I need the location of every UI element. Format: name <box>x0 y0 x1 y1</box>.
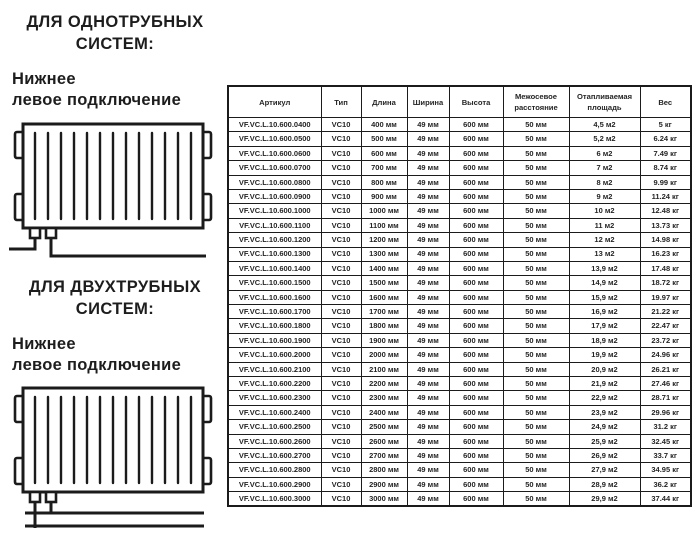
table-cell: VC10 <box>321 247 361 261</box>
table-cell: 21,9 м2 <box>569 377 640 391</box>
table-cell: 49 мм <box>407 233 449 247</box>
table-cell: 2200 мм <box>361 377 407 391</box>
table-cell: 50 мм <box>503 348 569 362</box>
table-cell: 5,2 м2 <box>569 132 640 146</box>
table-cell: 13,9 м2 <box>569 261 640 275</box>
table-header-cell: Высота <box>449 86 503 118</box>
table-cell: 50 мм <box>503 477 569 491</box>
table-cell: 800 мм <box>361 175 407 189</box>
table-cell: VC10 <box>321 146 361 160</box>
table-cell: 600 мм <box>449 261 503 275</box>
table-cell: VC10 <box>321 434 361 448</box>
table-cell: 49 мм <box>407 492 449 506</box>
table-cell: 12 м2 <box>569 233 640 247</box>
table-cell: 28,9 м2 <box>569 477 640 491</box>
table-cell: VF.VC.L.10.600.0900 <box>228 189 321 203</box>
table-cell: 50 мм <box>503 218 569 232</box>
table-cell: 50 мм <box>503 189 569 203</box>
table-cell: 28.71 кг <box>640 391 691 405</box>
table-cell: VC10 <box>321 405 361 419</box>
table-header-cell: Тип <box>321 86 361 118</box>
table-cell: 600 мм <box>449 305 503 319</box>
table-cell: 600 мм <box>449 405 503 419</box>
table-cell: 49 мм <box>407 391 449 405</box>
table-cell: VF.VC.L.10.600.1500 <box>228 276 321 290</box>
table-cell: VC10 <box>321 132 361 146</box>
table-cell: 600 мм <box>449 362 503 376</box>
section-single-pipe <box>8 12 222 264</box>
table-cell: VC10 <box>321 348 361 362</box>
table-cell: 600 мм <box>449 348 503 362</box>
table-cell: 50 мм <box>503 463 569 477</box>
section-subtitle-line1: Нижнее <box>12 334 76 353</box>
table-cell: 50 мм <box>503 448 569 462</box>
table-cell: VF.VC.L.10.600.0700 <box>228 161 321 175</box>
spec-table-body <box>228 118 691 507</box>
table-cell: 36.2 кг <box>640 477 691 491</box>
table-cell: 17.48 кг <box>640 261 691 275</box>
table-cell: VC10 <box>321 477 361 491</box>
table-cell: VF.VC.L.10.600.1400 <box>228 261 321 275</box>
table-cell: VC10 <box>321 189 361 203</box>
table-cell: 2800 мм <box>361 463 407 477</box>
table-cell: VC10 <box>321 319 361 333</box>
table-row <box>228 348 691 362</box>
table-cell: 22,9 м2 <box>569 391 640 405</box>
table-cell: VC10 <box>321 420 361 434</box>
table-row <box>228 233 691 247</box>
spec-table <box>227 85 692 507</box>
table-cell: 49 мм <box>407 305 449 319</box>
table-cell: VF.VC.L.10.600.2200 <box>228 377 321 391</box>
table-cell: 900 мм <box>361 189 407 203</box>
table-cell: 50 мм <box>503 290 569 304</box>
table-cell: 9.99 кг <box>640 175 691 189</box>
table-cell: 49 мм <box>407 362 449 376</box>
table-cell: 50 мм <box>503 175 569 189</box>
table-cell: 600 мм <box>449 132 503 146</box>
table-cell: VC10 <box>321 261 361 275</box>
section-title-line1: ДЛЯ ОДНОТРУБНЫХ <box>26 13 204 31</box>
table-cell: 50 мм <box>503 377 569 391</box>
section-two-pipe <box>8 277 222 537</box>
table-header-cell: Межосевое расстояние <box>503 86 569 118</box>
table-cell: VF.VC.L.10.600.2800 <box>228 463 321 477</box>
table-cell: 49 мм <box>407 420 449 434</box>
table-cell: 13 м2 <box>569 247 640 261</box>
table-cell: 600 мм <box>449 276 503 290</box>
table-cell: 49 мм <box>407 204 449 218</box>
table-cell: VC10 <box>321 218 361 232</box>
table-cell: 49 мм <box>407 319 449 333</box>
table-cell: 49 мм <box>407 377 449 391</box>
table-cell: 1800 мм <box>361 319 407 333</box>
table-cell: 11.24 кг <box>640 189 691 203</box>
table-row <box>228 391 691 405</box>
table-cell: VF.VC.L.10.600.0600 <box>228 146 321 160</box>
table-cell: VF.VC.L.10.600.1700 <box>228 305 321 319</box>
table-cell: VF.VC.L.10.600.3000 <box>228 492 321 506</box>
table-cell: VF.VC.L.10.600.2000 <box>228 348 321 362</box>
table-cell: 600 мм <box>449 161 503 175</box>
table-cell: 23,9 м2 <box>569 405 640 419</box>
section-title-line2: СИСТЕМ: <box>75 34 155 53</box>
table-cell: 29,9 м2 <box>569 492 640 506</box>
table-cell: VF.VC.L.10.600.2600 <box>228 434 321 448</box>
table-cell: VF.VC.L.10.600.1600 <box>228 290 321 304</box>
table-cell: VC10 <box>321 492 361 506</box>
table-cell: 24,9 м2 <box>569 420 640 434</box>
table-cell: 2600 мм <box>361 434 407 448</box>
table-cell: 1400 мм <box>361 261 407 275</box>
table-cell: 8.74 кг <box>640 161 691 175</box>
table-cell: 26.21 кг <box>640 362 691 376</box>
table-cell: VC10 <box>321 333 361 347</box>
table-row <box>228 477 691 491</box>
table-row <box>228 492 691 506</box>
table-cell: 19,9 м2 <box>569 348 640 362</box>
table-cell: 50 мм <box>503 247 569 261</box>
section-title <box>8 12 222 56</box>
table-cell: 49 мм <box>407 175 449 189</box>
table-cell: 19.97 кг <box>640 290 691 304</box>
table-cell: 27,9 м2 <box>569 463 640 477</box>
table-cell: 600 мм <box>449 118 503 132</box>
table-cell: 1200 мм <box>361 233 407 247</box>
table-row <box>228 434 691 448</box>
section-subtitle <box>8 69 222 112</box>
section-title <box>8 277 222 321</box>
table-cell: VF.VC.L.10.600.0500 <box>228 132 321 146</box>
table-cell: 49 мм <box>407 247 449 261</box>
table-cell: VC10 <box>321 448 361 462</box>
table-cell: 50 мм <box>503 161 569 175</box>
section-subtitle <box>8 334 222 377</box>
table-cell: VF.VC.L.10.600.1200 <box>228 233 321 247</box>
table-cell: 49 мм <box>407 290 449 304</box>
table-cell: 16.23 кг <box>640 247 691 261</box>
table-cell: 5 кг <box>640 118 691 132</box>
table-cell: 600 мм <box>449 434 503 448</box>
table-cell: 9 м2 <box>569 189 640 203</box>
table-cell: 600 мм <box>449 492 503 506</box>
table-cell: 16,9 м2 <box>569 305 640 319</box>
table-cell: 50 мм <box>503 233 569 247</box>
table-cell: 23.72 кг <box>640 333 691 347</box>
table-cell: VF.VC.L.10.600.2900 <box>228 477 321 491</box>
table-cell: 1700 мм <box>361 305 407 319</box>
table-cell: 600 мм <box>449 391 503 405</box>
table-cell: 600 мм <box>449 233 503 247</box>
table-cell: 49 мм <box>407 218 449 232</box>
table-cell: VF.VC.L.10.600.2300 <box>228 391 321 405</box>
table-cell: 21.22 кг <box>640 305 691 319</box>
table-cell: 2000 мм <box>361 348 407 362</box>
table-row <box>228 448 691 462</box>
table-cell: 14,9 м2 <box>569 276 640 290</box>
table-cell: VC10 <box>321 175 361 189</box>
table-row <box>228 377 691 391</box>
table-cell: VF.VC.L.10.600.1800 <box>228 319 321 333</box>
table-cell: 20,9 м2 <box>569 362 640 376</box>
table-row <box>228 118 691 132</box>
table-cell: 49 мм <box>407 477 449 491</box>
table-cell: 50 мм <box>503 261 569 275</box>
table-cell: 600 мм <box>449 448 503 462</box>
table-cell: 34.95 кг <box>640 463 691 477</box>
table-cell: 600 мм <box>449 218 503 232</box>
table-cell: 1500 мм <box>361 276 407 290</box>
table-header-row <box>228 86 691 118</box>
section-subtitle-line2: левое подключение <box>12 356 182 375</box>
table-row <box>228 405 691 419</box>
table-cell: VF.VC.L.10.600.2500 <box>228 420 321 434</box>
table-row <box>228 290 691 304</box>
table-cell: 49 мм <box>407 333 449 347</box>
table-cell: 2300 мм <box>361 391 407 405</box>
table-cell: 600 мм <box>449 477 503 491</box>
table-cell: 400 мм <box>361 118 407 132</box>
table-row <box>228 319 691 333</box>
table-header-cell: Длина <box>361 86 407 118</box>
table-cell: 49 мм <box>407 434 449 448</box>
table-cell: VC10 <box>321 377 361 391</box>
table-cell: 18.72 кг <box>640 276 691 290</box>
table-cell: 18,9 м2 <box>569 333 640 347</box>
table-cell: 1100 мм <box>361 218 407 232</box>
table-cell: 12.48 кг <box>640 204 691 218</box>
table-cell: VC10 <box>321 204 361 218</box>
table-cell: 600 мм <box>449 290 503 304</box>
table-cell: VF.VC.L.10.600.1300 <box>228 247 321 261</box>
table-cell: 600 мм <box>449 420 503 434</box>
table-cell: 600 мм <box>449 333 503 347</box>
table-cell: 50 мм <box>503 434 569 448</box>
table-cell: VF.VC.L.10.600.1000 <box>228 204 321 218</box>
table-cell: 1900 мм <box>361 333 407 347</box>
table-cell: VC10 <box>321 290 361 304</box>
radiator-diagram-single-pipe <box>8 116 222 264</box>
table-cell: 600 мм <box>449 189 503 203</box>
table-cell: VC10 <box>321 305 361 319</box>
table-cell: 17,9 м2 <box>569 319 640 333</box>
table-cell: 1000 мм <box>361 204 407 218</box>
table-cell: 500 мм <box>361 132 407 146</box>
table-cell: VF.VC.L.10.600.0800 <box>228 175 321 189</box>
table-cell: 7 м2 <box>569 161 640 175</box>
table-cell: VC10 <box>321 118 361 132</box>
table-cell: VC10 <box>321 233 361 247</box>
table-cell: 49 мм <box>407 146 449 160</box>
table-row <box>228 161 691 175</box>
table-cell: 27.46 кг <box>640 377 691 391</box>
table-cell: 10 м2 <box>569 204 640 218</box>
table-cell: 49 мм <box>407 348 449 362</box>
table-cell: 50 мм <box>503 305 569 319</box>
table-cell: VF.VC.L.10.600.2700 <box>228 448 321 462</box>
table-cell: 600 мм <box>449 247 503 261</box>
table-cell: 7.49 кг <box>640 146 691 160</box>
left-panel <box>8 12 222 538</box>
table-cell: 49 мм <box>407 261 449 275</box>
table-cell: VC10 <box>321 161 361 175</box>
table-cell: 50 мм <box>503 146 569 160</box>
table-cell: 600 мм <box>361 146 407 160</box>
table-row <box>228 463 691 477</box>
table-cell: 50 мм <box>503 319 569 333</box>
table-cell: 31.2 кг <box>640 420 691 434</box>
table-cell: 2100 мм <box>361 362 407 376</box>
table-cell: 1300 мм <box>361 247 407 261</box>
table-cell: 49 мм <box>407 448 449 462</box>
table-cell: 15,9 м2 <box>569 290 640 304</box>
table-cell: VF.VC.L.10.600.2400 <box>228 405 321 419</box>
section-subtitle-line2: левое подключение <box>12 90 182 109</box>
table-cell: 13.73 кг <box>640 218 691 232</box>
table-cell: VF.VC.L.10.600.1900 <box>228 333 321 347</box>
table-cell: 50 мм <box>503 276 569 290</box>
table-cell: 32.45 кг <box>640 434 691 448</box>
table-header-cell: Отапливаемая площадь <box>569 86 640 118</box>
section-title-line2: СИСТЕМ: <box>75 300 155 319</box>
table-cell: 600 мм <box>449 175 503 189</box>
table-row <box>228 175 691 189</box>
table-cell: 50 мм <box>503 204 569 218</box>
table-cell: VF.VC.L.10.600.2100 <box>228 362 321 376</box>
table-row <box>228 362 691 376</box>
table-header-cell: Вес <box>640 86 691 118</box>
table-cell: 49 мм <box>407 118 449 132</box>
table-cell: 600 мм <box>449 204 503 218</box>
table-cell: 6 м2 <box>569 146 640 160</box>
table-cell: 50 мм <box>503 420 569 434</box>
table-cell: 26,9 м2 <box>569 448 640 462</box>
table-cell: VC10 <box>321 362 361 376</box>
table-cell: 600 мм <box>449 377 503 391</box>
table-cell: 50 мм <box>503 118 569 132</box>
table-cell: VF.VC.L.10.600.1100 <box>228 218 321 232</box>
table-cell: 11 м2 <box>569 218 640 232</box>
table-row <box>228 204 691 218</box>
table-cell: 49 мм <box>407 463 449 477</box>
table-cell: 50 мм <box>503 362 569 376</box>
table-cell: VC10 <box>321 463 361 477</box>
table-cell: 2700 мм <box>361 448 407 462</box>
table-cell: 600 мм <box>449 146 503 160</box>
table-cell: 600 мм <box>449 319 503 333</box>
table-row <box>228 276 691 290</box>
radiator-diagram-two-pipe <box>8 382 222 538</box>
table-cell: 14.98 кг <box>640 233 691 247</box>
table-cell: 33.7 кг <box>640 448 691 462</box>
table-cell: 6.24 кг <box>640 132 691 146</box>
table-cell: 49 мм <box>407 276 449 290</box>
section-subtitle-line1: Нижнее <box>12 69 76 88</box>
table-cell: VC10 <box>321 276 361 290</box>
table-cell: 50 мм <box>503 492 569 506</box>
table-row <box>228 305 691 319</box>
table-cell: 49 мм <box>407 132 449 146</box>
table-cell: 24.96 кг <box>640 348 691 362</box>
table-cell: 50 мм <box>503 333 569 347</box>
table-cell: 49 мм <box>407 161 449 175</box>
table-cell: 50 мм <box>503 132 569 146</box>
table-row <box>228 132 691 146</box>
table-row <box>228 247 691 261</box>
table-cell: 22.47 кг <box>640 319 691 333</box>
spec-table-wrap <box>227 85 691 505</box>
table-row <box>228 189 691 203</box>
table-cell: 3000 мм <box>361 492 407 506</box>
table-cell: 2900 мм <box>361 477 407 491</box>
table-cell: VF.VC.L.10.600.0400 <box>228 118 321 132</box>
table-cell: 8 м2 <box>569 175 640 189</box>
table-cell: 2400 мм <box>361 405 407 419</box>
section-title-line1: ДЛЯ ДВУХТРУБНЫХ <box>28 278 202 297</box>
table-cell: 49 мм <box>407 189 449 203</box>
table-row <box>228 261 691 275</box>
table-cell: 50 мм <box>503 391 569 405</box>
table-cell: 37.44 кг <box>640 492 691 506</box>
table-cell: 25,9 м2 <box>569 434 640 448</box>
table-cell: 49 мм <box>407 405 449 419</box>
table-header-cell: Артикул <box>228 86 321 118</box>
table-row <box>228 333 691 347</box>
table-cell: 50 мм <box>503 405 569 419</box>
table-cell: VC10 <box>321 391 361 405</box>
table-cell: 700 мм <box>361 161 407 175</box>
table-cell: 4,5 м2 <box>569 118 640 132</box>
table-cell: 29.96 кг <box>640 405 691 419</box>
table-row <box>228 146 691 160</box>
table-header-cell: Ширина <box>407 86 449 118</box>
table-row <box>228 420 691 434</box>
table-row <box>228 218 691 232</box>
table-cell: 2500 мм <box>361 420 407 434</box>
table-cell: 600 мм <box>449 463 503 477</box>
table-cell: 1600 мм <box>361 290 407 304</box>
